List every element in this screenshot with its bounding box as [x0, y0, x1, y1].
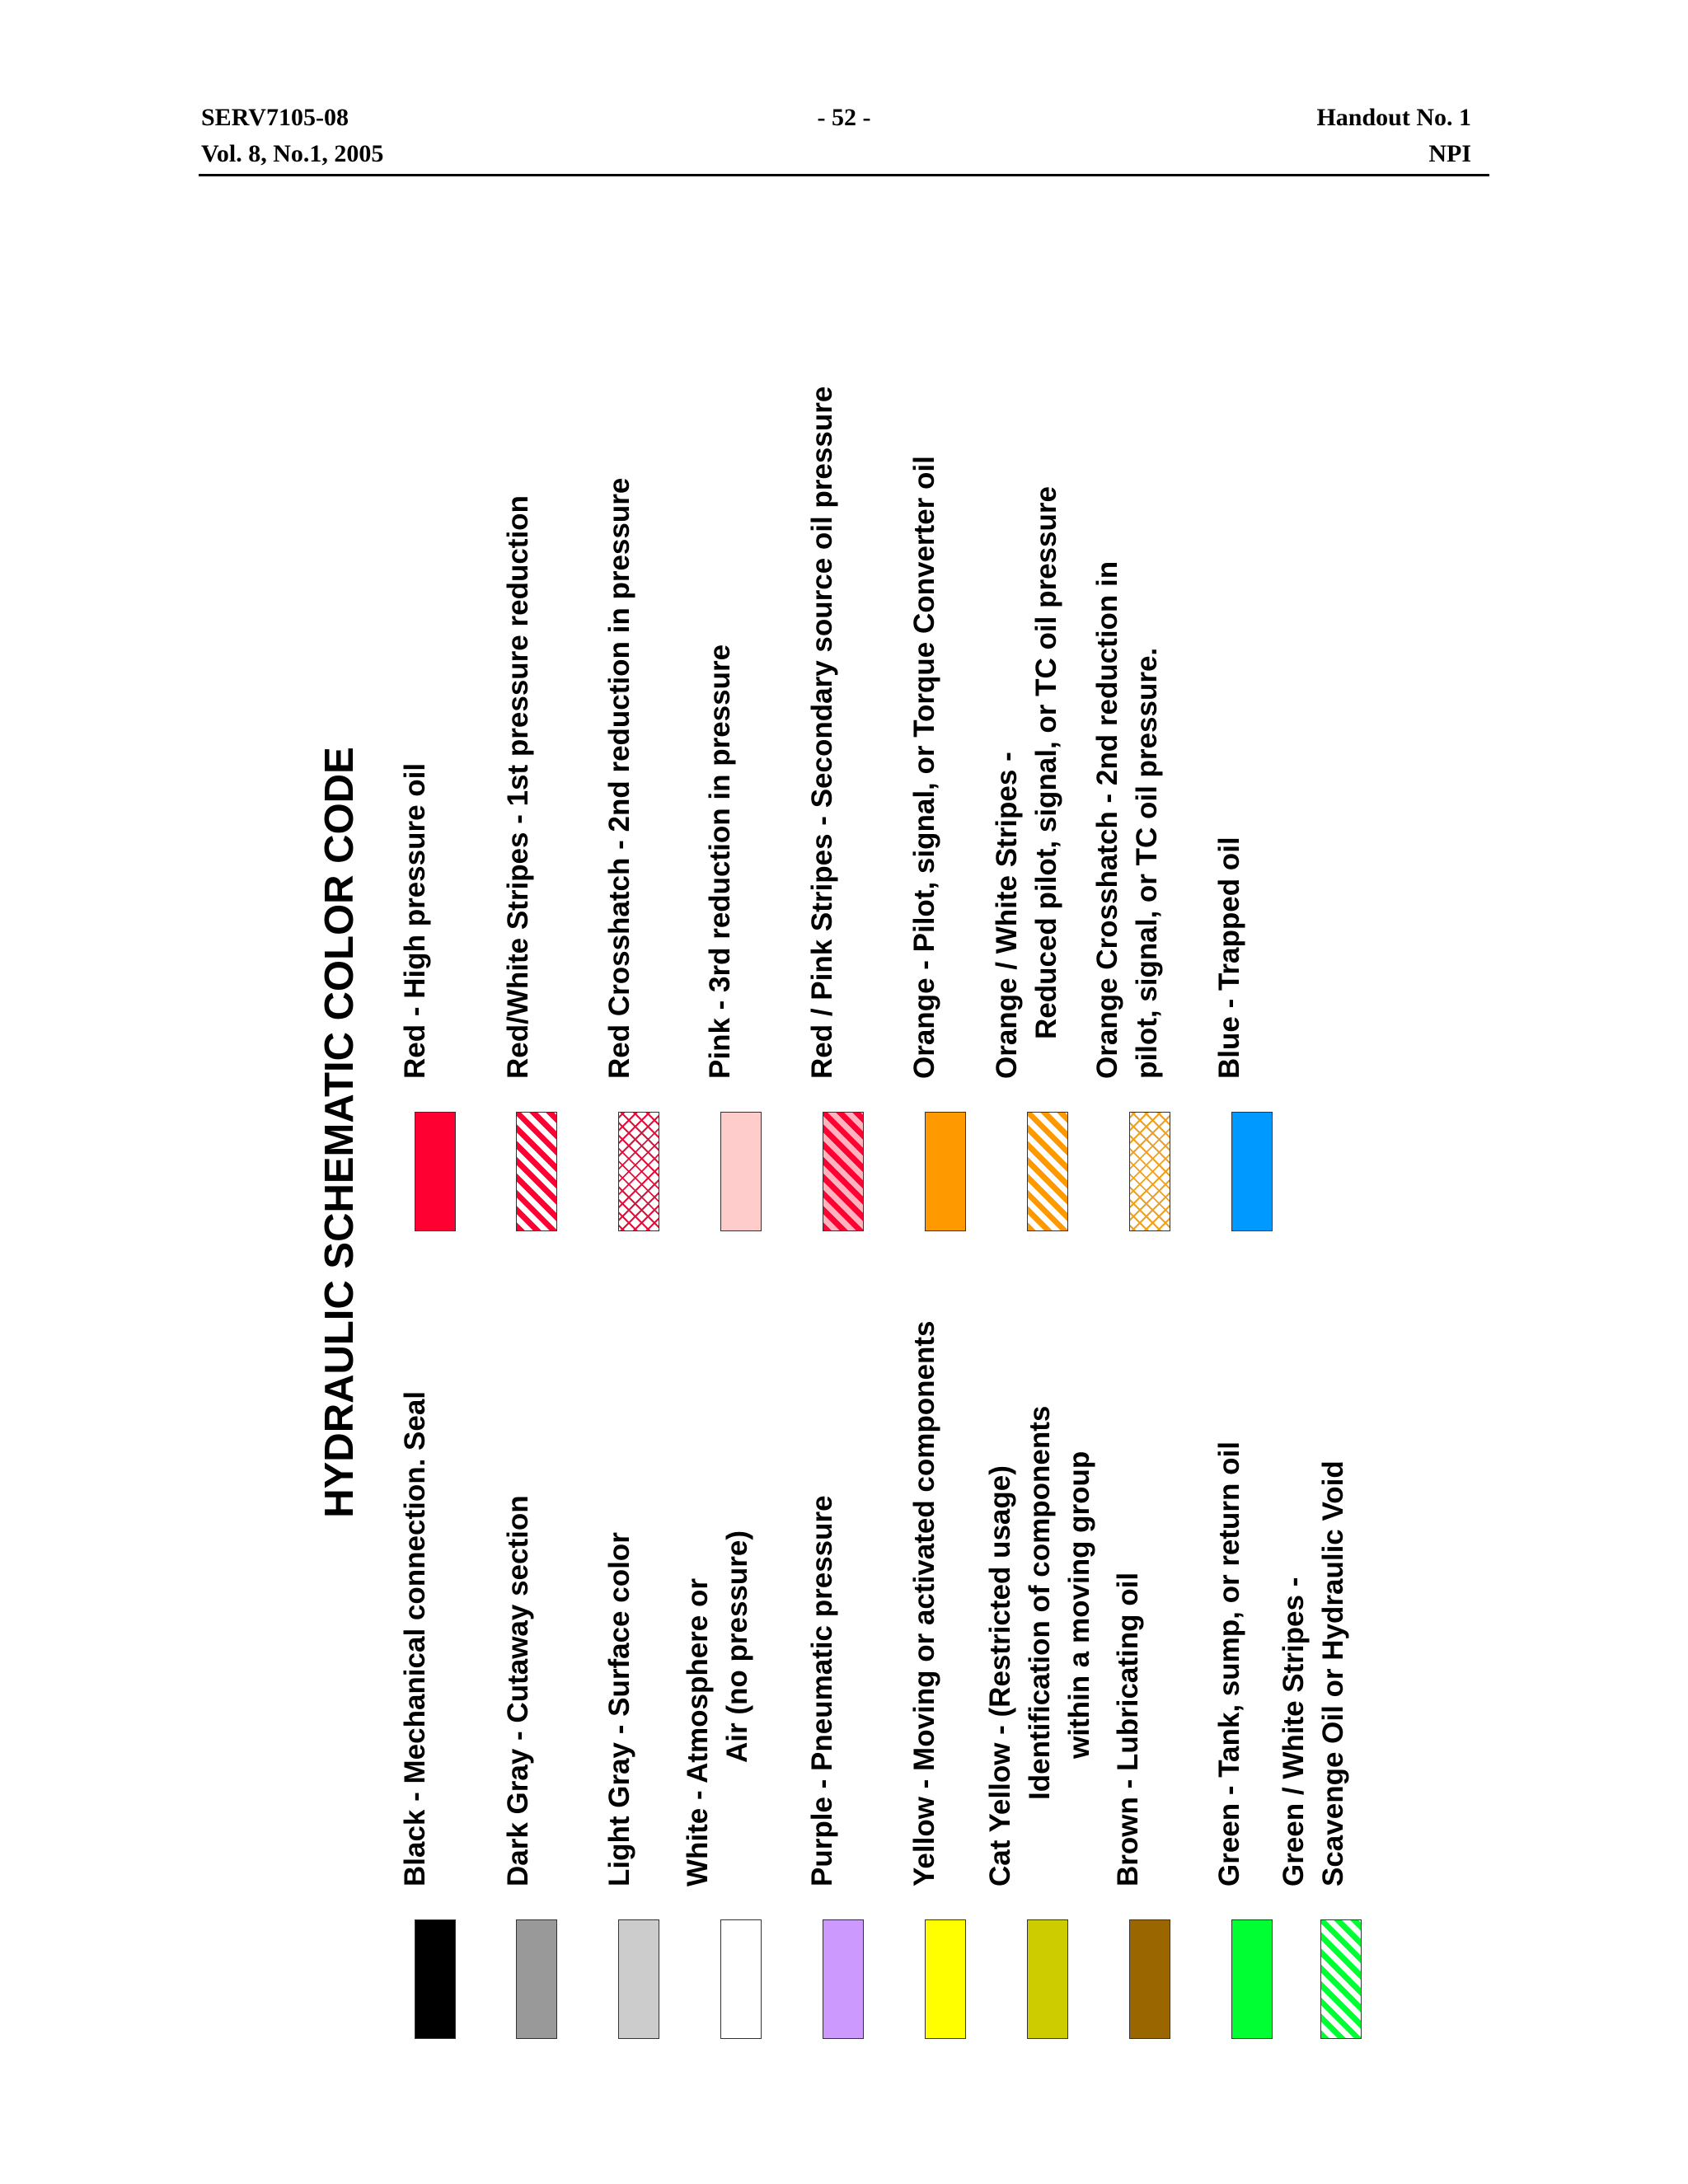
legend-swatch [720, 1112, 762, 1231]
legend-swatch [1129, 1112, 1170, 1231]
legend-swatch [823, 1112, 864, 1231]
legend-swatch [1231, 1919, 1273, 2039]
legend-swatch [1027, 1919, 1068, 2039]
legend-label: Dark Gray - Cutaway section [502, 1495, 534, 1886]
header-rule [199, 174, 1489, 176]
legend-swatch [618, 1112, 659, 1231]
document-code: SERV7105-08 [201, 104, 349, 131]
color-code-legend [313, 275, 1409, 2039]
legend-label: Red / Pink Stripes - Secondary source oil pressure [806, 386, 838, 1079]
legend-label: Green - Tank, sump, or return oil [1213, 1441, 1245, 1886]
legend-swatch [823, 1919, 864, 2039]
legend-swatch [618, 1919, 659, 2039]
legend-label: Yellow - Moving or activated components [908, 1320, 940, 1886]
legend-label: Purple - Pneumatic pressure [806, 1495, 838, 1886]
npi-tag: NPI [1428, 140, 1471, 167]
legend-swatch [415, 1919, 456, 2039]
legend-swatch [1231, 1112, 1273, 1231]
legend-label: Pink - 3rd reduction in pressure [704, 644, 736, 1079]
legend-swatch [720, 1919, 762, 2039]
legend-label: Red Crosshatch - 2nd reduction in pressure [603, 477, 635, 1079]
legend-label: Black - Mechanical connection. Seal [399, 1390, 431, 1886]
legend-swatch [516, 1919, 557, 2039]
legend-label: Orange Crosshatch - 2nd reduction in pilot, signal, or TC oil pressure. [1091, 560, 1163, 1079]
legend-label: Blue - Trapped oil [1213, 837, 1245, 1079]
legend-label: White - Atmosphere or Air (no pressure) [682, 1530, 753, 1886]
legend-swatch [415, 1112, 456, 1231]
legend-label: Green / White Stripes - Scavenge Oil or Hydraulic Void [1278, 1460, 1349, 1886]
legend-label: Cat Yellow - (Restricted usage) Identification of components within a moving group [984, 1405, 1095, 1886]
legend-swatch [925, 1112, 966, 1231]
legend-swatch [1027, 1112, 1068, 1231]
legend-label: Light Gray - Surface color [603, 1532, 635, 1886]
handout-number: Handout No. 1 [1316, 104, 1471, 131]
legend-swatch [516, 1112, 557, 1231]
volume-info: Vol. 8, No.1, 2005 [201, 140, 384, 167]
legend-label: Orange / White Stripes - Reduced pilot, signal, or TC oil pressure [991, 486, 1062, 1079]
legend-label: Orange - Pilot, signal, or Torque Converter oil [908, 456, 940, 1079]
legend-swatch [925, 1919, 966, 2039]
legend-title: HYDRAULIC SCHEMATIC COLOR CODE [317, 747, 362, 1518]
legend-label: Red/White Stripes - 1st pressure reduction [502, 495, 534, 1079]
legend-swatch [1129, 1919, 1170, 2039]
legend-label: Red - High pressure oil [399, 762, 431, 1079]
legend-label: Brown - Lubricating oil [1112, 1572, 1144, 1886]
legend-swatch [1320, 1919, 1362, 2039]
page-number: - 52 - [817, 104, 871, 131]
